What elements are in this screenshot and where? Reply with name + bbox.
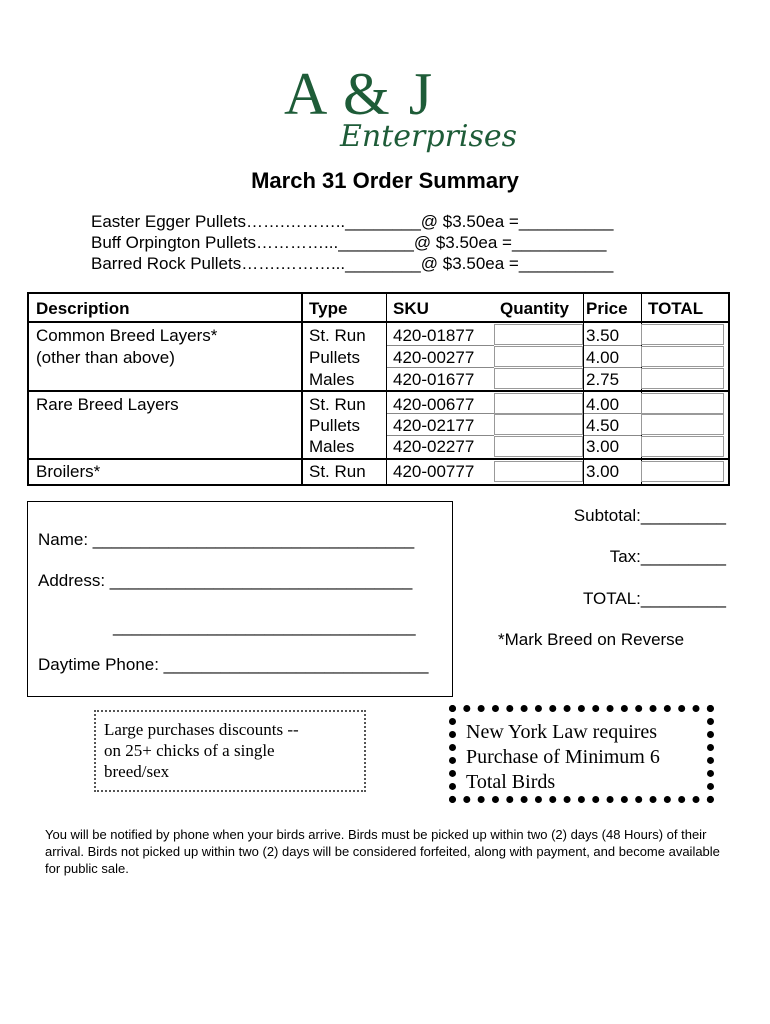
discount-line: Large purchases discounts --	[104, 720, 299, 739]
footer-note: You will be notified by phone when your birds arrive. Birds must be picked up within two (2) days (48 Hours) of their arrival. Birds not picked up within two (2) days will be considered forfeited, along with payment, and become available for public sale.	[45, 827, 720, 876]
name-field[interactable]: Name: __________________________________	[38, 530, 415, 549]
contact-box	[27, 501, 453, 697]
quantity-field[interactable]	[494, 393, 583, 414]
row-price: 4.00	[586, 395, 620, 414]
total-field[interactable]	[641, 393, 724, 414]
row-price: 3.50	[586, 326, 620, 345]
law-line: Total Birds	[466, 771, 556, 793]
row-sku: 420-00677	[393, 395, 475, 414]
quantity-field[interactable]	[494, 414, 583, 435]
quantity-field[interactable]	[494, 436, 583, 457]
row-description-note: (other than above)	[36, 348, 175, 367]
quantity-field[interactable]	[494, 368, 583, 389]
row-sku: 420-01677	[393, 370, 475, 389]
row-type: St. Run	[309, 395, 366, 414]
law-line: Purchase of Minimum 6	[466, 746, 660, 768]
page-title: March 31 Order Summary	[251, 168, 519, 193]
logo-sub: Enterprises	[340, 119, 518, 154]
row-price: 3.00	[586, 437, 620, 456]
row-type: Pullets	[309, 416, 361, 435]
total-field-grand[interactable]: TOTAL:_________	[582, 589, 726, 608]
row-price: 3.00	[586, 462, 620, 481]
row-price: 4.00	[586, 348, 620, 367]
line-item-easter-egger: Easter Egger Pullets…….………..________@ $3.50ea =__________	[91, 212, 614, 231]
line-item-barred-rock: Barred Rock Pullets…….………...________@ $3.50ea =__________	[91, 254, 614, 273]
row-sku: 420-00777	[393, 462, 475, 481]
quantity-field[interactable]	[494, 324, 583, 345]
logo-main: A & J	[284, 61, 435, 127]
header-quantity: Quantity	[500, 299, 569, 318]
total-field[interactable]	[641, 436, 724, 457]
subtotal-field[interactable]: Subtotal:_________	[573, 506, 726, 525]
order-table	[27, 292, 730, 486]
row-type: St. Run	[309, 462, 366, 481]
row-price: 2.75	[586, 370, 620, 389]
mark-breed-note: *Mark Breed on Reverse	[498, 630, 685, 649]
phone-field[interactable]: Daytime Phone: ____________________________	[38, 655, 429, 674]
address-line2-field[interactable]: ________________________________	[113, 617, 416, 636]
tax-field[interactable]: Tax:_________	[609, 547, 726, 566]
total-field[interactable]	[641, 414, 724, 435]
row-type: Males	[309, 370, 355, 389]
header-sku: SKU	[393, 299, 429, 318]
discount-line: breed/sex	[104, 762, 170, 781]
row-sku: 420-02177	[393, 416, 475, 435]
law-line: New York Law requires	[466, 721, 658, 743]
line-item-buff-orpington: Buff Orpington Pullets…………...________@ $3.50ea =__________	[91, 233, 607, 252]
header-price: Price	[586, 299, 628, 318]
quantity-field[interactable]	[494, 346, 583, 367]
discount-line: on 25+ chicks of a single	[104, 741, 275, 760]
row-type: St. Run	[309, 326, 366, 345]
row-type: Males	[309, 437, 355, 456]
quantity-field[interactable]	[494, 461, 583, 482]
total-field[interactable]	[641, 346, 724, 367]
row-description: Rare Breed Layers	[36, 395, 179, 414]
total-field[interactable]	[641, 461, 724, 482]
law-notice	[449, 705, 714, 803]
row-price: 4.50	[586, 416, 620, 435]
total-field[interactable]	[641, 324, 724, 345]
row-sku: 420-02277	[393, 437, 475, 456]
header-description: Description	[36, 299, 130, 318]
row-sku: 420-01877	[393, 326, 475, 345]
address-field[interactable]: Address: ________________________________	[38, 571, 413, 590]
header-type: Type	[309, 299, 348, 318]
row-description: Common Breed Layers*	[36, 326, 218, 345]
total-field[interactable]	[641, 368, 724, 389]
header-total: TOTAL	[648, 299, 704, 318]
discount-notice	[94, 710, 366, 792]
row-description: Broilers*	[36, 462, 101, 481]
row-type: Pullets	[309, 348, 361, 367]
row-sku: 420-00277	[393, 348, 475, 367]
